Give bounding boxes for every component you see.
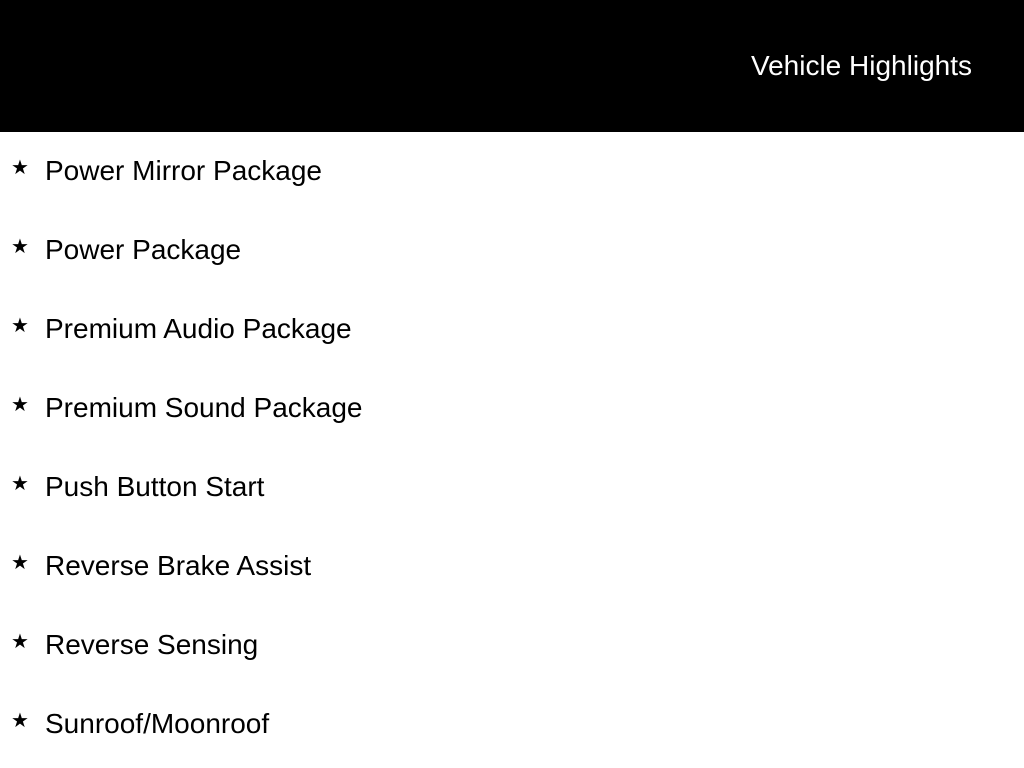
list-item [0,211,1024,290]
star-icon: ★ [11,473,29,495]
highlight-label: Push Button Start [45,471,265,502]
star-icon: ★ [11,315,29,337]
list-item [0,685,1024,764]
star-icon: ★ [11,710,29,732]
list-item [0,606,1024,685]
highlight-label: Power Package [45,234,242,265]
list-item [0,527,1024,606]
page-title: Vehicle Highlights [750,50,972,81]
star-icon: ★ [11,552,29,574]
header-bar [0,0,1024,132]
highlight-label: Premium Audio Package [45,313,352,344]
highlight-label: Premium Sound Package [45,392,363,423]
list-item [0,448,1024,527]
list-item [0,369,1024,448]
star-icon: ★ [11,236,29,258]
highlight-label: Power Mirror Package [45,155,322,186]
list-item [0,132,1024,211]
highlights-list [0,132,1024,764]
highlight-label: Reverse Sensing [45,629,259,660]
highlight-label: Sunroof/Moonroof [45,708,270,739]
list-item [0,290,1024,369]
star-icon: ★ [11,157,29,179]
star-icon: ★ [11,394,29,416]
highlight-label: Reverse Brake Assist [45,550,312,581]
star-icon: ★ [11,631,29,653]
